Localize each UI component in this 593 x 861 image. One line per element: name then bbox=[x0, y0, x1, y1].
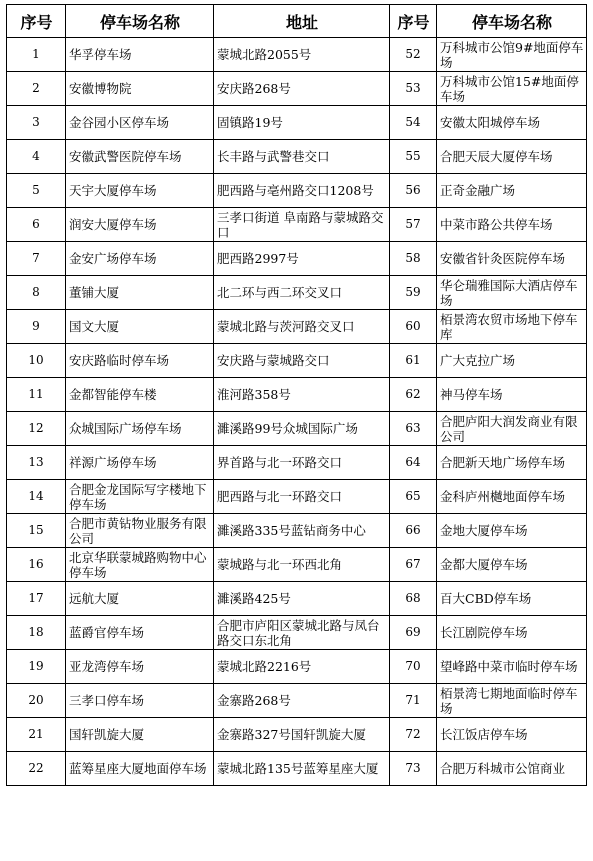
row-name-left: 金都智能停车楼 bbox=[66, 378, 214, 412]
row-seq-right: 65 bbox=[390, 480, 437, 514]
row-seq-right: 61 bbox=[390, 344, 437, 378]
row-name-left: 蓝筹星座大厦地面停车场 bbox=[66, 752, 214, 786]
row-seq-left: 7 bbox=[7, 242, 66, 276]
table-row bbox=[7, 650, 587, 684]
document-page bbox=[6, 4, 586, 786]
row-seq-left: 22 bbox=[7, 752, 66, 786]
row-seq-left: 1 bbox=[7, 38, 66, 72]
table-body bbox=[7, 38, 587, 786]
row-address: 界首路与北一环路交口 bbox=[214, 446, 390, 480]
row-address: 安庆路268号 bbox=[214, 72, 390, 106]
row-seq-left: 17 bbox=[7, 582, 66, 616]
table-row bbox=[7, 684, 587, 718]
row-name-right: 合肥万科城市公馆商业 bbox=[437, 752, 587, 786]
row-name-left: 众城国际广场停车场 bbox=[66, 412, 214, 446]
row-name-left: 安庆路临时停车场 bbox=[66, 344, 214, 378]
row-name-left: 北京华联蒙城路购物中心停车场 bbox=[66, 548, 214, 582]
row-name-right: 长江剧院停车场 bbox=[437, 616, 587, 650]
table-row bbox=[7, 412, 587, 446]
row-name-right: 广大克拉广场 bbox=[437, 344, 587, 378]
row-seq-left: 12 bbox=[7, 412, 66, 446]
row-seq-right: 55 bbox=[390, 140, 437, 174]
row-seq-right: 72 bbox=[390, 718, 437, 752]
row-name-left: 国轩凯旋大厦 bbox=[66, 718, 214, 752]
row-name-right: 正奇金融广场 bbox=[437, 174, 587, 208]
row-address: 蒙城北路与茨河路交叉口 bbox=[214, 310, 390, 344]
table-row bbox=[7, 480, 587, 514]
row-seq-left: 8 bbox=[7, 276, 66, 310]
row-seq-left: 15 bbox=[7, 514, 66, 548]
row-seq-right: 71 bbox=[390, 684, 437, 718]
row-name-right: 金科庐州樾地面停车场 bbox=[437, 480, 587, 514]
row-seq-right: 52 bbox=[390, 38, 437, 72]
row-name-right: 望峰路中菜市临时停车场 bbox=[437, 650, 587, 684]
table-row bbox=[7, 38, 587, 72]
row-address: 三孝口街道 阜南路与蒙城路交口 bbox=[214, 208, 390, 242]
row-name-left: 远航大厦 bbox=[66, 582, 214, 616]
row-name-right: 万科城市公馆15#地面停车场 bbox=[437, 72, 587, 106]
row-seq-left: 13 bbox=[7, 446, 66, 480]
row-name-left: 董铺大厦 bbox=[66, 276, 214, 310]
table-row bbox=[7, 752, 587, 786]
row-seq-left: 4 bbox=[7, 140, 66, 174]
row-name-right: 华仑瑞雅国际大酒店停车场 bbox=[437, 276, 587, 310]
row-seq-right: 64 bbox=[390, 446, 437, 480]
row-seq-left: 18 bbox=[7, 616, 66, 650]
table-row bbox=[7, 446, 587, 480]
row-seq-left: 14 bbox=[7, 480, 66, 514]
row-address: 蒙城北路2216号 bbox=[214, 650, 390, 684]
row-name-left: 合肥金龙国际写字楼地下停车场 bbox=[66, 480, 214, 514]
header-seq-left: 序号 bbox=[7, 5, 66, 38]
header-address: 地址 bbox=[214, 5, 390, 38]
row-seq-right: 57 bbox=[390, 208, 437, 242]
row-name-right: 神马停车场 bbox=[437, 378, 587, 412]
row-name-left: 祥源广场停车场 bbox=[66, 446, 214, 480]
parking-lot-table bbox=[6, 4, 587, 786]
row-address: 合肥市庐阳区蒙城北路与凤台路交口东北角 bbox=[214, 616, 390, 650]
row-name-right: 合肥新天地广场停车场 bbox=[437, 446, 587, 480]
row-address: 蒙城北路2055号 bbox=[214, 38, 390, 72]
row-seq-right: 60 bbox=[390, 310, 437, 344]
row-seq-left: 3 bbox=[7, 106, 66, 140]
row-name-right: 合肥庐阳大润发商业有限公司 bbox=[437, 412, 587, 446]
row-name-left: 亚龙湾停车场 bbox=[66, 650, 214, 684]
row-seq-right: 73 bbox=[390, 752, 437, 786]
row-address: 固镇路19号 bbox=[214, 106, 390, 140]
row-name-right: 安徽太阳城停车场 bbox=[437, 106, 587, 140]
row-address: 肥西路与亳州路交口1208号 bbox=[214, 174, 390, 208]
row-address: 濉溪路335号蓝钻商务中心 bbox=[214, 514, 390, 548]
row-name-left: 金安广场停车场 bbox=[66, 242, 214, 276]
row-seq-right: 69 bbox=[390, 616, 437, 650]
row-name-right: 中菜市路公共停车场 bbox=[437, 208, 587, 242]
row-name-right: 长江饭店停车场 bbox=[437, 718, 587, 752]
row-seq-left: 6 bbox=[7, 208, 66, 242]
row-seq-right: 70 bbox=[390, 650, 437, 684]
row-name-right: 万科城市公馆9#地面停车场 bbox=[437, 38, 587, 72]
row-name-left: 润安大厦停车场 bbox=[66, 208, 214, 242]
row-seq-right: 56 bbox=[390, 174, 437, 208]
row-name-left: 天宇大厦停车场 bbox=[66, 174, 214, 208]
row-name-right: 金都大厦停车场 bbox=[437, 548, 587, 582]
row-address: 濉溪路425号 bbox=[214, 582, 390, 616]
table-row bbox=[7, 616, 587, 650]
table-row bbox=[7, 310, 587, 344]
row-seq-left: 5 bbox=[7, 174, 66, 208]
row-seq-right: 59 bbox=[390, 276, 437, 310]
header-name-left: 停车场名称 bbox=[66, 5, 214, 38]
row-seq-right: 63 bbox=[390, 412, 437, 446]
row-seq-left: 2 bbox=[7, 72, 66, 106]
row-seq-left: 20 bbox=[7, 684, 66, 718]
row-seq-left: 10 bbox=[7, 344, 66, 378]
row-seq-right: 68 bbox=[390, 582, 437, 616]
row-seq-left: 9 bbox=[7, 310, 66, 344]
table-row bbox=[7, 718, 587, 752]
row-name-left: 金谷园小区停车场 bbox=[66, 106, 214, 140]
table-row bbox=[7, 548, 587, 582]
row-seq-right: 67 bbox=[390, 548, 437, 582]
row-name-left: 安徽博物院 bbox=[66, 72, 214, 106]
row-seq-right: 53 bbox=[390, 72, 437, 106]
row-address: 淮河路358号 bbox=[214, 378, 390, 412]
row-seq-left: 21 bbox=[7, 718, 66, 752]
header-seq-right: 序号 bbox=[390, 5, 437, 38]
row-name-left: 合肥市黄钻物业服务有限公司 bbox=[66, 514, 214, 548]
table-row bbox=[7, 378, 587, 412]
row-name-left: 蓝爵官停车场 bbox=[66, 616, 214, 650]
row-name-right: 金地大厦停车场 bbox=[437, 514, 587, 548]
table-row bbox=[7, 72, 587, 106]
row-name-left: 安徽武警医院停车场 bbox=[66, 140, 214, 174]
row-address: 长丰路与武警巷交口 bbox=[214, 140, 390, 174]
row-address: 肥西路2997号 bbox=[214, 242, 390, 276]
row-address: 蒙城路与北一环西北角 bbox=[214, 548, 390, 582]
header-name-right: 停车场名称 bbox=[437, 5, 587, 38]
row-name-right: 百大CBD停车场 bbox=[437, 582, 587, 616]
table-row bbox=[7, 276, 587, 310]
row-name-left: 华孚停车场 bbox=[66, 38, 214, 72]
row-address: 肥西路与北一环路交口 bbox=[214, 480, 390, 514]
row-seq-left: 19 bbox=[7, 650, 66, 684]
table-row bbox=[7, 106, 587, 140]
row-name-right: 栢景湾七期地面临时停车场 bbox=[437, 684, 587, 718]
row-seq-right: 54 bbox=[390, 106, 437, 140]
row-address: 安庆路与蒙城路交口 bbox=[214, 344, 390, 378]
row-address: 濉溪路99号众城国际广场 bbox=[214, 412, 390, 446]
row-name-right: 合肥天辰大厦停车场 bbox=[437, 140, 587, 174]
table-header-row bbox=[7, 5, 587, 38]
table-row bbox=[7, 242, 587, 276]
row-address: 金寨路327号国轩凯旋大厦 bbox=[214, 718, 390, 752]
row-name-right: 安徽省针灸医院停车场 bbox=[437, 242, 587, 276]
row-name-right: 栢景湾农贸市场地下停车库 bbox=[437, 310, 587, 344]
row-name-left: 三孝口停车场 bbox=[66, 684, 214, 718]
table-row bbox=[7, 140, 587, 174]
table-row bbox=[7, 208, 587, 242]
table-row bbox=[7, 344, 587, 378]
row-address: 金寨路268号 bbox=[214, 684, 390, 718]
row-seq-right: 62 bbox=[390, 378, 437, 412]
row-seq-left: 16 bbox=[7, 548, 66, 582]
row-address: 北二环与西二环交叉口 bbox=[214, 276, 390, 310]
table-row bbox=[7, 514, 587, 548]
row-seq-right: 66 bbox=[390, 514, 437, 548]
row-name-left: 国文大厦 bbox=[66, 310, 214, 344]
table-row bbox=[7, 174, 587, 208]
row-address: 蒙城北路135号蓝筹星座大厦 bbox=[214, 752, 390, 786]
row-seq-right: 58 bbox=[390, 242, 437, 276]
table-row bbox=[7, 582, 587, 616]
row-seq-left: 11 bbox=[7, 378, 66, 412]
